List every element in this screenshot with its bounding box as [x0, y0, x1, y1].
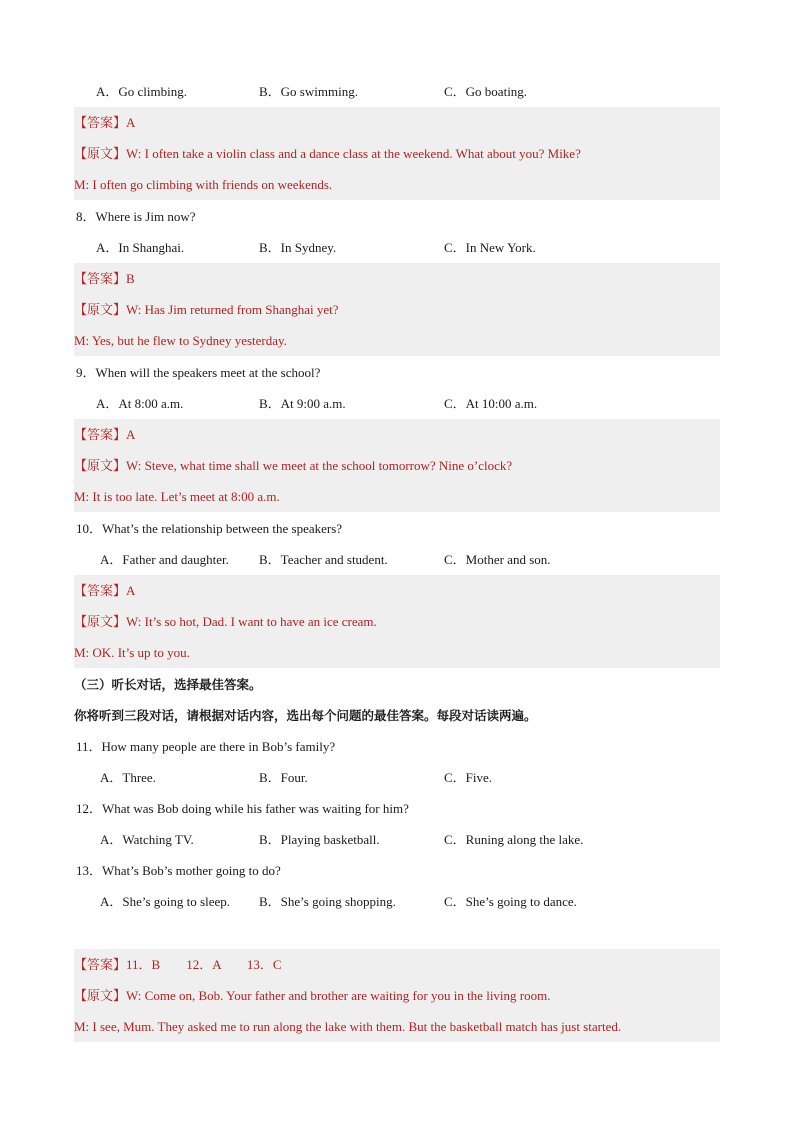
q7-transcript-line1: 【原文】W: I often take a violin class and a dance class at the weekend. What about you? Mike? — [74, 146, 581, 162]
q11-question: 11．How many people are there in Bob’s family? — [76, 739, 336, 754]
q10-option-a: A．Father and daughter. — [100, 552, 229, 567]
q12-options — [100, 824, 746, 855]
q10-option-c: C．Mother and son. — [444, 552, 551, 567]
q10-answer-block — [74, 575, 720, 668]
q9-answer: 【答案】A — [74, 427, 136, 443]
q9-option-b: B．At 9:00 a.m. — [259, 396, 346, 411]
q10-question: 10．What’s the relationship between the speakers? — [76, 521, 343, 536]
q11-13-transcript-line2: M: I see, Mum. They asked me to run along the lake with them. But the basketball match has just started. — [74, 1019, 622, 1034]
q11-13-answer-block — [74, 949, 720, 1042]
q7-option-c: C．Go boating. — [444, 84, 528, 99]
q12-option-c: C．Runing along the lake. — [444, 832, 584, 847]
section-title: （三）听长对话，选择最佳答案。 — [74, 677, 262, 692]
q8-transcript-line2: M: Yes, but he flew to Sydney yesterday. — [74, 333, 287, 348]
q10-transcript-line2: M: OK. It’s up to you. — [74, 645, 190, 660]
q10-options — [100, 544, 746, 575]
q7-transcript-line2: M: I often go climbing with friends on weekends. — [74, 177, 333, 192]
q10-answer: 【答案】A — [74, 583, 136, 599]
q8-answer-block — [74, 263, 720, 356]
q9-transcript-line2: M: It is too late. Let’s meet at 8:00 a.m. — [74, 489, 280, 504]
q11-option-a: A．Three. — [100, 770, 156, 785]
q7-answer-block — [74, 107, 720, 200]
q11-13-transcript-line1: 【原文】W: Come on, Bob. Your father and brother are waiting for you in the living room. — [74, 988, 551, 1004]
q10-option-b: B．Teacher and student. — [259, 552, 388, 567]
q13-option-b: B．She’s going shopping. — [259, 894, 396, 909]
q9-question: 9．When will the speakers meet at the school? — [76, 365, 321, 380]
q8-option-a: A．In Shanghai. — [96, 240, 185, 255]
q9-options — [96, 388, 742, 419]
q8-options — [96, 232, 742, 263]
q7-option-b: B．Go swimming. — [259, 84, 358, 99]
q12-option-a: A．Watching TV. — [100, 832, 194, 847]
q9-transcript-line1: 【原文】W: Steve, what time shall we meet at the school tomorrow? Nine o’clock? — [74, 458, 513, 474]
q8-answer: 【答案】B — [74, 271, 135, 287]
q8-option-b: B．In Sydney. — [259, 240, 337, 255]
q11-option-b: B．Four. — [259, 770, 308, 785]
q8-question: 8．Where is Jim now? — [76, 209, 196, 224]
q11-option-c: C．Five. — [444, 770, 493, 785]
q13-option-c: C．She’s going to dance. — [444, 894, 577, 909]
q9-answer-block — [74, 419, 720, 512]
q12-option-b: B．Playing basketball. — [259, 832, 380, 847]
q7-option-a: A．Go climbing. — [96, 84, 187, 99]
q9-option-c: C．At 10:00 a.m. — [444, 396, 538, 411]
q11-13-answer: 【答案】11．B 12．A 13．C — [74, 957, 282, 973]
q8-option-c: C．In New York. — [444, 240, 536, 255]
q11-options — [100, 762, 746, 793]
q7-options — [96, 76, 742, 107]
q12-question: 12．What was Bob doing while his father was waiting for him? — [76, 801, 409, 816]
q8-transcript-line1: 【原文】W: Has Jim returned from Shanghai yet? — [74, 302, 339, 318]
q9-option-a: A．At 8:00 a.m. — [96, 396, 184, 411]
q13-question: 13．What’s Bob’s mother going to do? — [76, 863, 281, 878]
q13-options — [100, 886, 746, 917]
q13-option-a: A．She’s going to sleep. — [100, 894, 230, 909]
q10-transcript-line1: 【原文】W: It’s so hot, Dad. I want to have an ice cream. — [74, 614, 377, 630]
section-instructions: 你将听到三段对话，请根据对话内容，选出每个问题的最佳答案。每段对话读两遍。 — [74, 708, 537, 723]
q7-answer: 【答案】A — [74, 115, 136, 131]
